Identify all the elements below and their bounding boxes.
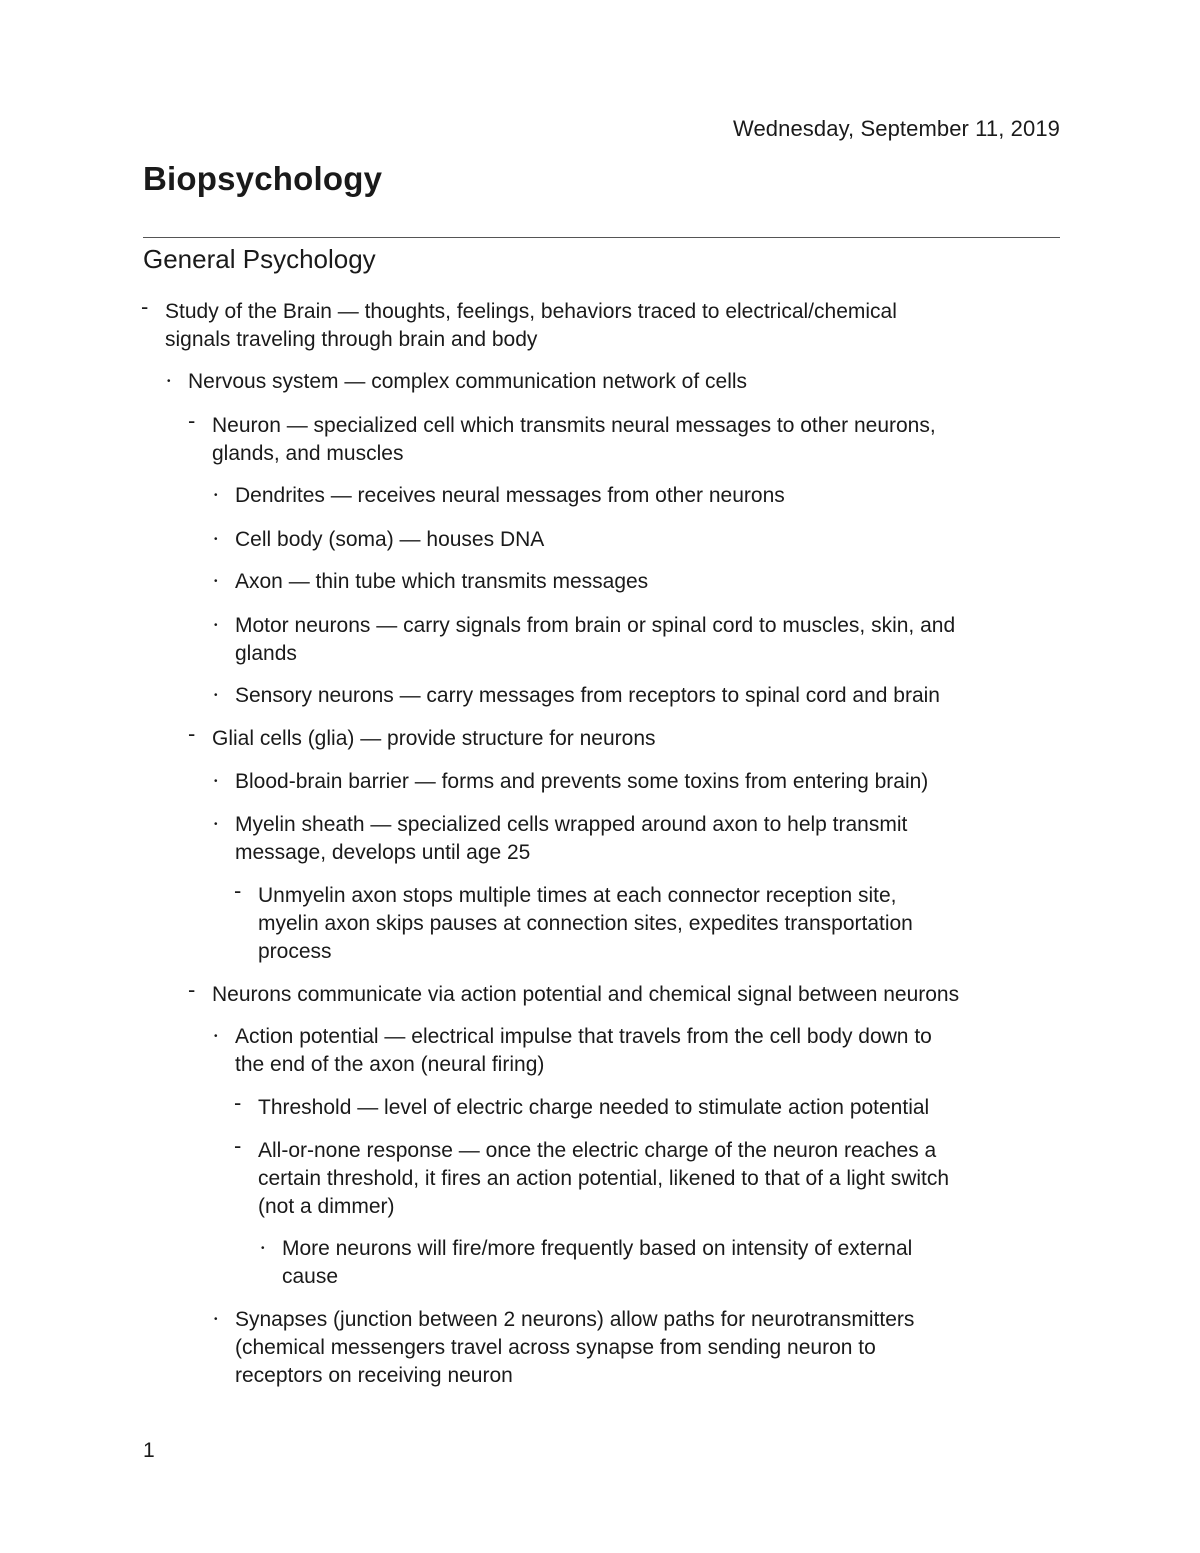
bullet-marker: • (261, 1243, 265, 1254)
item-line: certain threshold, it fires an action potential, likened to that of a light switch (258, 1167, 950, 1190)
item-line: Threshold — level of electric charge needed to stimulate action potential (258, 1096, 930, 1119)
item-line: Dendrites — receives neural messages from other neurons (235, 484, 785, 507)
list-item (214, 1306, 915, 1390)
document-title: Biopsychology (143, 160, 383, 197)
list-item (214, 612, 956, 668)
bullet-marker: • (214, 576, 218, 587)
item-line: Neurons communicate via action potential and chemical signal between neurons (212, 983, 960, 1006)
bullet-marker: • (214, 819, 218, 830)
bullet-marker: • (214, 1031, 218, 1042)
dash-marker: - (234, 1090, 242, 1115)
list-item (234, 1090, 930, 1122)
item-line: receptors on receiving neuron (235, 1364, 513, 1387)
bullet-marker: • (214, 620, 218, 631)
item-line: cause (282, 1265, 339, 1288)
list-item (188, 977, 960, 1009)
item-line: (not a dimmer) (258, 1195, 395, 1218)
item-line: Cell body (soma) — houses DNA (235, 528, 545, 551)
dash-marker: - (188, 721, 196, 746)
list-item (214, 1023, 932, 1079)
list-item (214, 482, 785, 510)
item-line: Myelin sheath — specialized cells wrapped around axon to help transmit (235, 813, 908, 836)
bullet-marker: • (214, 490, 218, 501)
bullet-marker: • (167, 376, 171, 387)
list-item (167, 368, 748, 396)
item-line: Study of the Brain — thoughts, feelings, behaviors traced to electrical/chemical (165, 300, 897, 323)
dash-marker: - (234, 878, 242, 903)
item-line: process (258, 940, 332, 963)
list-item (188, 721, 656, 753)
item-line: Nervous system — complex communication network of cells (188, 370, 748, 393)
item-line: Synapses (junction between 2 neurons) allow paths for neurotransmitters (235, 1308, 915, 1331)
dash-marker: - (188, 408, 196, 433)
item-line: Sensory neurons — carry messages from receptors to spinal cord and brain (235, 684, 940, 707)
list-item (234, 878, 913, 966)
bullet-marker: • (214, 776, 218, 787)
title-divider (143, 237, 1060, 238)
item-line: myelin axon skips pauses at connection sites, expedites transportation (258, 912, 913, 935)
item-line: Unmyelin axon stops multiple times at each connector reception site, (258, 884, 897, 907)
item-line: Glial cells (glia) — provide structure for neurons (212, 727, 656, 750)
dash-marker: - (188, 977, 196, 1002)
item-line: signals traveling through brain and body (165, 328, 538, 351)
list-item (188, 408, 936, 468)
section-heading: General Psychology (143, 244, 376, 274)
item-line: the end of the axon (neural firing) (235, 1053, 545, 1076)
bullet-marker: • (214, 534, 218, 545)
item-line: message, develops until age 25 (235, 841, 531, 864)
item-line: All-or-none response — once the electric charge of the neuron reaches a (258, 1139, 937, 1162)
item-line: Motor neurons — carry signals from brain or spinal cord to muscles, skin, and (235, 614, 956, 637)
dash-marker: - (234, 1133, 242, 1158)
item-line: Neuron — specialized cell which transmits neural messages to other neurons, (212, 414, 936, 437)
list-item (214, 568, 649, 596)
list-item (214, 682, 940, 710)
list-item (141, 294, 897, 354)
list-item (214, 811, 908, 867)
list-item (214, 768, 929, 796)
bullet-marker: • (214, 1314, 218, 1325)
item-line: More neurons will fire/more frequently based on intensity of external (282, 1237, 913, 1260)
dash-marker: - (141, 294, 149, 319)
list-item (214, 526, 545, 554)
list-item (234, 1133, 950, 1221)
item-line: (chemical messengers travel across synapse from sending neuron to (235, 1336, 876, 1359)
item-line: glands (235, 642, 297, 665)
item-line: Action potential — electrical impulse that travels from the cell body down to (235, 1025, 932, 1048)
document-date: Wednesday, September 11, 2019 (732, 116, 1060, 141)
page-number: 1 (143, 1439, 155, 1462)
list-item (261, 1235, 913, 1291)
item-line: Axon — thin tube which transmits messages (235, 570, 649, 593)
item-line: glands, and muscles (212, 442, 404, 465)
item-line: Blood-brain barrier — forms and prevents some toxins from entering brain) (235, 770, 929, 793)
bullet-marker: • (214, 690, 218, 701)
